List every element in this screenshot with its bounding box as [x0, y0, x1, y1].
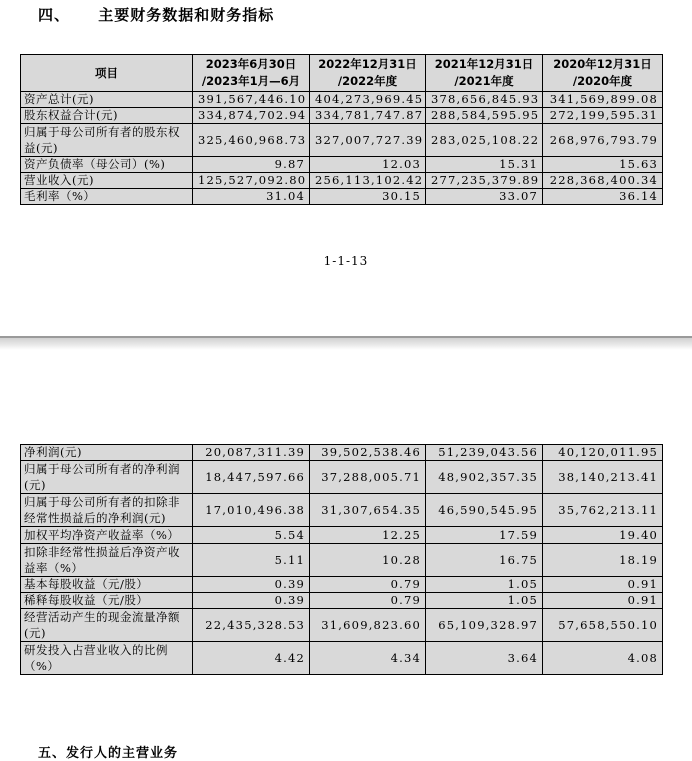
- column-header-2022: 2022年12月31日 /2022年度: [310, 55, 426, 92]
- table-row: [21, 544, 663, 577]
- cell-value: 5.54: [193, 527, 310, 544]
- cell-value: 39,502,538.46: [310, 445, 426, 461]
- row-label: 扣除非经常性损益后净资产收益率（%）: [21, 544, 193, 577]
- cell-value: 283,025,108.22: [426, 124, 543, 157]
- cell-value: 391,567,446.10: [193, 92, 310, 108]
- cell-value: 0.39: [193, 593, 310, 609]
- cell-value: 9.87: [193, 157, 310, 173]
- table-row: [21, 445, 663, 461]
- cell-value: 0.79: [310, 593, 426, 609]
- table-row: [21, 461, 663, 494]
- column-header-2020: 2020年12月31日 /2020年度: [543, 55, 663, 92]
- table-row: [21, 577, 663, 593]
- row-label: 股东权益合计(元): [21, 108, 193, 124]
- cell-value: 272,199,595.31: [543, 108, 663, 124]
- cell-value: 51,239,043.56: [426, 445, 543, 461]
- cell-value: 4.34: [310, 642, 426, 675]
- column-header-item: 项目: [21, 55, 193, 92]
- cell-value: 288,584,595.95: [426, 108, 543, 124]
- table-row: [21, 157, 663, 173]
- cell-value: 378,656,845.93: [426, 92, 543, 108]
- table-header-row: [21, 55, 663, 92]
- row-label: 归属于母公司所有者的扣除非经常性损益后的净利润(元): [21, 494, 193, 527]
- row-label: 资产负债率（母公司）(%): [21, 157, 193, 173]
- cell-value: 65,109,328.97: [426, 609, 543, 642]
- cell-value: 31,609,823.60: [310, 609, 426, 642]
- next-section-heading: 五、发行人的主营业务: [38, 746, 179, 761]
- table-row: [21, 609, 663, 642]
- section-heading: [38, 4, 274, 25]
- cell-value: 36.14: [543, 189, 663, 205]
- cell-value: 404,273,969.45: [310, 92, 426, 108]
- cell-value: 5.11: [193, 544, 310, 577]
- cell-value: 0.39: [193, 577, 310, 593]
- cell-value: 268,976,793.79: [543, 124, 663, 157]
- table-row: [21, 642, 663, 675]
- cell-value: 12.03: [310, 157, 426, 173]
- row-label: 归属于母公司所有者的净利润(元): [21, 461, 193, 494]
- cell-value: 57,658,550.10: [543, 609, 663, 642]
- row-label: 研发投入占营业收入的比例（%）: [21, 642, 193, 675]
- cell-value: 334,781,747.87: [310, 108, 426, 124]
- page-break: [0, 336, 692, 350]
- table-row: [21, 593, 663, 609]
- cell-value: 35,762,213.11: [543, 494, 663, 527]
- financial-table-part1: [20, 54, 663, 205]
- cell-value: 19.40: [543, 527, 663, 544]
- cell-value: 18.19: [543, 544, 663, 577]
- row-label: 加权平均净资产收益率（%）: [21, 527, 193, 544]
- cell-value: 4.08: [543, 642, 663, 675]
- cell-value: 256,113,102.42: [310, 173, 426, 189]
- section-number: 四、: [38, 6, 71, 24]
- cell-value: 40,120,011.95: [543, 445, 663, 461]
- cell-value: 37,288,005.71: [310, 461, 426, 494]
- cell-value: 15.31: [426, 157, 543, 173]
- cell-value: 277,235,379.89: [426, 173, 543, 189]
- cell-value: 12.25: [310, 527, 426, 544]
- cell-value: 17.59: [426, 527, 543, 544]
- cell-value: 334,874,702.94: [193, 108, 310, 124]
- cell-value: 0.91: [543, 593, 663, 609]
- cell-value: 0.91: [543, 577, 663, 593]
- row-label: 毛利率（%）: [21, 189, 193, 205]
- cell-value: 16.75: [426, 544, 543, 577]
- row-label: 归属于母公司所有者的股东权益(元): [21, 124, 193, 157]
- table-row: [21, 124, 663, 157]
- table-row: [21, 189, 663, 205]
- cell-value: 31,307,654.35: [310, 494, 426, 527]
- cell-value: 18,447,597.66: [193, 461, 310, 494]
- cell-value: 46,590,545.95: [426, 494, 543, 527]
- cell-value: 33.07: [426, 189, 543, 205]
- row-label: 基本每股收益（元/股）: [21, 577, 193, 593]
- section-title: 主要财务数据和财务指标: [98, 6, 275, 24]
- cell-value: 1.05: [426, 577, 543, 593]
- cell-value: 30.15: [310, 189, 426, 205]
- cell-value: 17,010,496.38: [193, 494, 310, 527]
- row-label: 资产总计(元): [21, 92, 193, 108]
- row-label: 营业收入(元): [21, 173, 193, 189]
- financial-table-part2: [20, 444, 663, 675]
- cell-value: 327,007,727.39: [310, 124, 426, 157]
- column-header-2021: 2021年12月31日 /2021年度: [426, 55, 543, 92]
- page-number: 1-1-13: [323, 254, 369, 268]
- column-header-2023h1: 2023年6月30日 /2023年1月—6月: [193, 55, 310, 92]
- cell-value: 228,368,400.34: [543, 173, 663, 189]
- cell-value: 48,902,357.35: [426, 461, 543, 494]
- cell-value: 38,140,213.41: [543, 461, 663, 494]
- cell-value: 0.79: [310, 577, 426, 593]
- cell-value: 31.04: [193, 189, 310, 205]
- row-label: 稀释每股收益（元/股）: [21, 593, 193, 609]
- cell-value: 4.42: [193, 642, 310, 675]
- page-divider: [0, 336, 692, 338]
- table-row: [21, 92, 663, 108]
- cell-value: 3.64: [426, 642, 543, 675]
- cell-value: 341,569,899.08: [543, 92, 663, 108]
- cell-value: 22,435,328.53: [193, 609, 310, 642]
- cell-value: 125,527,092.80: [193, 173, 310, 189]
- table-row: [21, 494, 663, 527]
- cell-value: 15.63: [543, 157, 663, 173]
- table-row: [21, 108, 663, 124]
- row-label: 经营活动产生的现金流量净额(元): [21, 609, 193, 642]
- cell-value: 10.28: [310, 544, 426, 577]
- table-row: [21, 173, 663, 189]
- cell-value: 1.05: [426, 593, 543, 609]
- table-row: [21, 527, 663, 544]
- cell-value: 325,460,968.73: [193, 124, 310, 157]
- row-label: 净利润(元): [21, 445, 193, 461]
- cell-value: 20,087,311.39: [193, 445, 310, 461]
